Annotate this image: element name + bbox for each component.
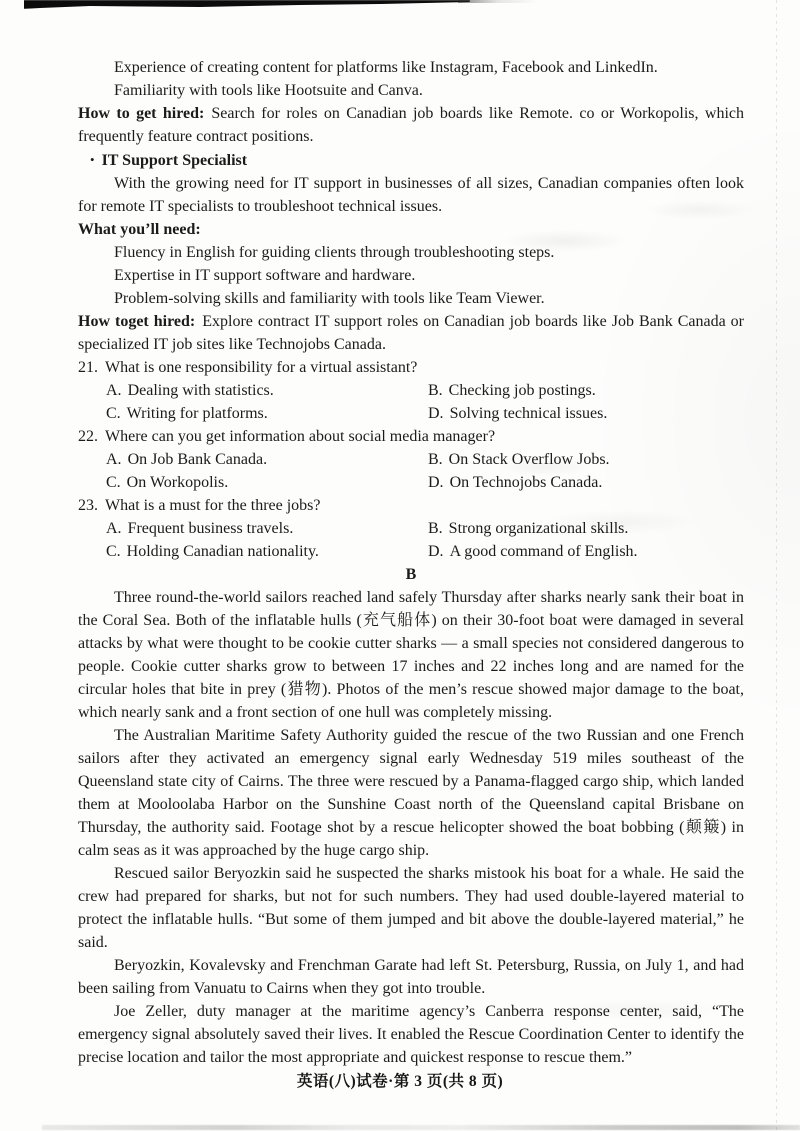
option-23-b xyxy=(428,517,744,540)
scan-edge-artifact-top xyxy=(0,0,470,9)
option-text: On Job Bank Canada. xyxy=(127,451,268,468)
question-23 xyxy=(78,494,744,563)
section-b-heading: B xyxy=(405,566,417,583)
option-21-d xyxy=(428,402,744,425)
option-text: On Stack Overflow Jobs. xyxy=(448,451,610,468)
passage-b-paragraph-3: Rescued sailor Beryozkin said he suspected the sharks mistook his boat for a whale. He said the crew had prepared for sharks, but not for such numbers. They had used double-layered material to protect the inflatable hulls. “But some of them jumped and bit above the double-layered material,” he said. xyxy=(78,865,744,951)
option-23-c xyxy=(78,540,428,563)
option-22-b xyxy=(428,448,744,471)
option-label: D. xyxy=(428,474,444,491)
option-text: A good command of English. xyxy=(449,543,638,560)
requirement-line: Familiarity with tools like Hootsuite and Canva. xyxy=(114,82,423,99)
need-line: Expertise in IT support software and hardware. xyxy=(114,267,416,284)
option-label: D. xyxy=(428,543,444,560)
option-23-a xyxy=(78,517,428,540)
option-text: On Technojobs Canada. xyxy=(449,474,603,491)
question-text: What is one responsibility for a virtual assistant? xyxy=(105,359,418,376)
question-number: 23. xyxy=(78,497,98,514)
option-label: C. xyxy=(106,543,121,560)
how-to-get-hired-text: Search for roles on Canadian job boards like Remote. co or Workopolis, which frequently feature contract positions. xyxy=(78,105,745,145)
page-footer: 英语(八)试卷·第 3 页(共 8 页) xyxy=(296,1073,504,1090)
scan-edge-artifact-top-tail xyxy=(458,0,538,3)
question-23-options-row-2 xyxy=(78,540,744,563)
option-label: A. xyxy=(106,382,122,399)
option-label: A. xyxy=(106,451,122,468)
passage-b-paragraph-1: Three round-the-world sailors reached land safely Thursday after sharks nearly sank their boat in the Coral Sea. Both of the inflatable hulls (充气船体) on their 30-foot boat were damaged in several attacks by what were thought to be cookie cutter sharks — a small species not considered dangerous to people. Cookie cutter sharks grow to between 17 inches and 22 inches long and are named for the circular holes that bite in prey (猎物). Photos of the men’s rescue showed major damage to the boat, which nearly sank and a front section of one hull was completely missing. xyxy=(78,589,744,721)
question-21-stem xyxy=(78,356,744,379)
how-to-get-hired-paragraph-2 xyxy=(78,310,744,356)
option-22-d xyxy=(428,471,744,494)
scan-edge-artifact-bottom xyxy=(42,1125,800,1130)
question-22-options-row-1 xyxy=(78,448,744,471)
question-text: Where can you get information about social media manager? xyxy=(105,428,496,445)
how-to-get-hired-label: How toget hired: xyxy=(78,313,196,330)
how-to-get-hired-label: How to get hired: xyxy=(78,105,205,122)
option-label: C. xyxy=(106,474,121,491)
option-text: Dealing with statistics. xyxy=(127,382,274,399)
passage-b-paragraph-5: Joe Zeller, duty manager at the maritime agency’s Canberra response center, said, “The emergency signal absolutely saved their lives. It enabled the Rescue Coordination Center to identify the precise location and tailor the most appropriate and quickest response to rescue them.” xyxy=(78,1003,744,1066)
option-21-a xyxy=(78,379,428,402)
question-21-options-row-2 xyxy=(78,402,744,425)
bullet-icon: • xyxy=(90,152,95,167)
option-text: On Workopolis. xyxy=(126,474,229,491)
passage-b-paragraph-2: The Australian Maritime Safety Authority guided the rescue of the two Russian and one French sailors after they activated an emergency signal early Wednesday 519 miles southeast of the Queensland state city of Cairns. The three were rescued by a Panama-flagged cargo ship, which landed them at Mooloolaba Harbor on the Sunshine Coast north of the Queensland capital Brisbane on Thursday, the authority said. Footage shot by a rescue helicopter showed the boat bobbing (颠簸) in calm seas as it was approached by the huge cargo ship. xyxy=(78,727,744,859)
question-23-stem xyxy=(78,494,744,517)
question-text: What is a must for the three jobs? xyxy=(105,497,321,514)
question-22 xyxy=(78,425,744,494)
job-intro-paragraph: With the growing need for IT support in businesses of all sizes, Canadian companies often look for remote IT specialists to troubleshoot technical issues. xyxy=(78,175,744,215)
how-to-get-hired-text: Explore contract IT support roles on Canadian job boards like Job Bank Canada or specialized IT job sites like Technojobs Canada. xyxy=(78,313,745,353)
option-text: Strong organizational skills. xyxy=(448,520,629,537)
question-number: 21. xyxy=(78,359,98,376)
job-title: IT Support Specialist xyxy=(101,152,248,169)
option-22-c xyxy=(78,471,428,494)
requirement-line: Experience of creating content for platforms like Instagram, Facebook and LinkedIn. xyxy=(114,59,658,76)
need-line: Problem-solving skills and familiarity with tools like Team Viewer. xyxy=(114,290,545,307)
question-21-options-row-1 xyxy=(78,379,744,402)
job-title-line xyxy=(78,148,744,172)
option-text: Holding Canadian nationality. xyxy=(126,543,319,560)
what-you-need-label: What you’ll need: xyxy=(78,221,201,238)
scan-edge-artifact-right xyxy=(776,0,777,1131)
question-22-options-row-2 xyxy=(78,471,744,494)
option-text: Writing for platforms. xyxy=(126,405,268,422)
option-label: B. xyxy=(428,382,443,399)
option-22-a xyxy=(78,448,428,471)
option-text: Frequent business travels. xyxy=(127,520,294,537)
question-23-options-row-1 xyxy=(78,517,744,540)
question-21 xyxy=(78,356,744,425)
option-label: B. xyxy=(428,451,443,468)
option-text: Checking job postings. xyxy=(448,382,596,399)
question-number: 22. xyxy=(78,428,98,445)
option-label: C. xyxy=(106,405,121,422)
option-text: Solving technical issues. xyxy=(449,405,608,422)
how-to-get-hired-paragraph-1 xyxy=(78,102,744,148)
passage-b-paragraph-4: Beryozkin, Kovalevsky and Frenchman Garate had left St. Petersburg, Russia, on July 1, and had been sailing from Vanuatu to Cairns when they got into trouble. xyxy=(78,957,744,997)
option-label: A. xyxy=(106,520,122,537)
exam-content xyxy=(78,56,744,1069)
need-line: Fluency in English for guiding clients through troubleshooting steps. xyxy=(114,244,555,261)
option-label: B. xyxy=(428,520,443,537)
question-22-stem xyxy=(78,425,744,448)
option-23-d xyxy=(428,540,744,563)
option-21-c xyxy=(78,402,428,425)
option-label: D. xyxy=(428,405,444,422)
option-21-b xyxy=(428,379,744,402)
